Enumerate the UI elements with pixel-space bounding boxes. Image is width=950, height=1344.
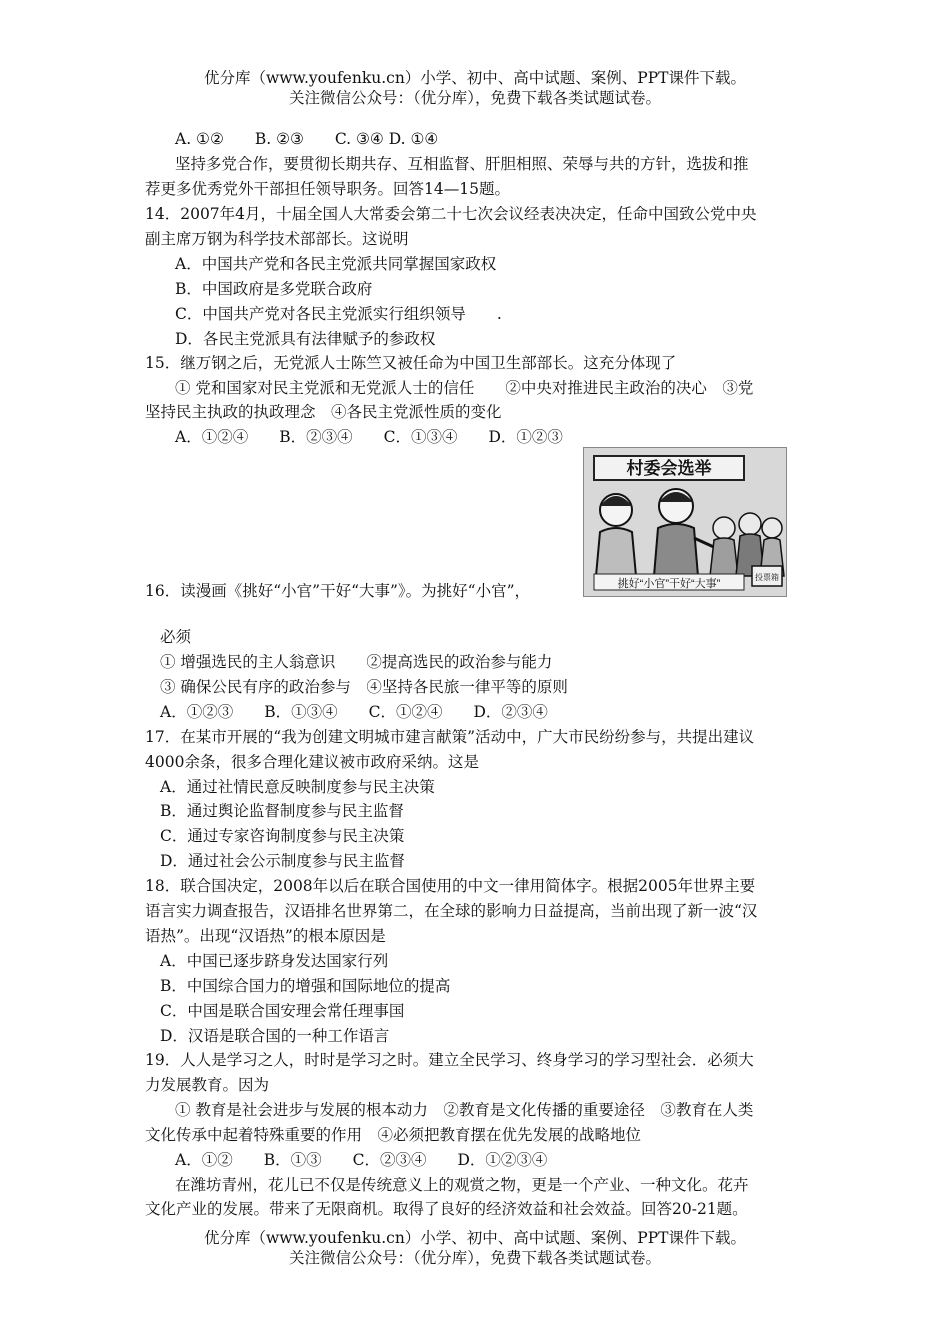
q17-option-d: D．通过社会公示制度参与民主监督: [160, 852, 405, 870]
q14-option-a: A．中国共产党和各民主党派共同掌握国家政权: [175, 255, 497, 273]
q14-option-c: C．中国共产党对各民主党派实行组织领导 .: [175, 305, 502, 323]
material-intro-cont: 荐更多优秀党外干部担任领导职务。回答14—15题。: [145, 180, 510, 198]
material-20-21-cont: 文化产业的发展。带来了无限商机。取得了良好的经济效益和社会效益。回答20-21题。: [145, 1200, 748, 1218]
q13-options: A. ①② B. ②③ C. ③④ D. ①④: [175, 130, 439, 148]
q17-stem: 17．在某市开展的“我为创建文明城市建言献策”活动中，广大市民纷纷参与，共提出建议: [145, 728, 755, 746]
q17-option-b: B．通过舆论监督制度参与民主监督: [160, 802, 404, 820]
q14-option-b: B．中国政府是多党联合政府: [175, 280, 373, 298]
q16-stem: 16．读漫画《挑好“小官”干好“大事”》。为挑好“小官”，: [145, 582, 531, 600]
header-line-1: 优分库（www.youfenku.cn）小学、初中、高中试题、案例、PPT课件下载。: [203, 69, 747, 87]
q15-statements-cont: 坚持民主执政的执政理念 ④各民主党派性质的变化: [145, 403, 502, 421]
header-line-2: 关注微信公众号：（优分库），免费下载各类试题试卷。: [288, 89, 661, 107]
q19-statements-cont: 文化传承中起着特殊重要的作用 ④必须把教育摆在优先发展的战略地位: [145, 1126, 642, 1144]
q15-options: A．①②④ B．②③④ C．①③④ D．①②③: [175, 428, 563, 446]
material-intro: 坚持多党合作，要贯彻长期共存、互相监督、肝胆相照、荣辱与共的方针，选拔和推: [175, 155, 749, 173]
q18-option-d: D．汉语是联合国的一种工作语言: [160, 1027, 390, 1045]
q17-option-c: C．通过专家咨询制度参与民主决策: [160, 827, 405, 845]
footer-line-2: 关注微信公众号：（优分库），免费下载各类试题试卷。: [288, 1249, 661, 1267]
election-cartoon: [583, 447, 787, 597]
cartoon-banner: 村委会选举: [626, 459, 712, 478]
q19-statements: ① 教育是社会进步与发展的根本动力 ②教育是文化传播的重要途径 ③教育在人类: [175, 1101, 754, 1119]
footer-line-1: 优分库（www.youfenku.cn）小学、初中、高中试题、案例、PPT课件下载。: [203, 1229, 747, 1247]
q15-stem: 15．继万钢之后，无党派人士陈竺又被任命为中国卫生部部长。这充分体现了: [145, 354, 677, 372]
cartoon-caption: 挑好“小官”干好“大事”: [617, 578, 721, 590]
q17-stem-cont: 4000余条，很多合理化建议被市政府采纳。这是: [145, 753, 479, 771]
q14-stem: 14．2007年4月，十届全国人大常委会第二十七次会议经表决决定，任命中国致公党中央: [145, 205, 757, 223]
cartoon-left-figure: [596, 494, 636, 576]
q18-option-a: A．中国已逐步跻身发达国家行列: [160, 952, 389, 970]
q18-stem: 18．联合国决定，2008年以后在联合国使用的中文一律用简体字。根据2005年世界主要: [145, 877, 756, 895]
q14-option-d: D．各民主党派具有法律赋予的参政权: [175, 330, 436, 348]
ballot-box-label: 投票箱: [755, 573, 779, 582]
q16-stem-cont: 必须: [160, 628, 192, 646]
q18-stem-cont: 语言实力调查报告，汉语排名世界第二，在全球的影响力日益提高，当前出现了新一波“汉: [145, 902, 758, 920]
cartoon-drawing: [584, 448, 786, 596]
q19-options: A．①② B．①③ C．②③④ D．①②③④: [175, 1151, 548, 1169]
q14-stem-cont: 副主席万钢为科学技术部部长。这说明: [145, 230, 409, 248]
q16-options: A．①②③ B．①③④ C．①②④ D．②③④: [160, 703, 548, 721]
q18-option-c: C．中国是联合国安理会常任理事国: [160, 1002, 405, 1020]
q18-option-b: B．中国综合国力的增强和国际地位的提高: [160, 977, 451, 995]
q16-statements: ① 增强选民的主人翁意识 ②提高选民的政治参与能力: [160, 653, 553, 671]
q16-statements-cont: ③ 确保公民有序的政治参与 ④坚持各民旅一律平等的原则: [160, 678, 568, 696]
q15-statements: ① 党和国家对民主党派和无党派人士的信任 ②中央对推进民主政治的决心 ③党: [175, 379, 754, 397]
q19-stem-cont: 力发展教育。因为: [145, 1076, 270, 1094]
q17-option-a: A．通过社情民意反映制度参与民主决策: [160, 778, 435, 796]
q19-stem: 19．人人是学习之人，时时是学习之时。建立全民学习、终身学习的学习型社会．必须大: [145, 1051, 754, 1069]
q18-stem-cont-2: 语热”。出现“汉语热”的根本原因是: [145, 927, 386, 945]
material-20-21: 在潍坊青州，花儿已不仅是传统意义上的观赏之物，更是一个产业、一种文化。花卉: [175, 1176, 749, 1194]
